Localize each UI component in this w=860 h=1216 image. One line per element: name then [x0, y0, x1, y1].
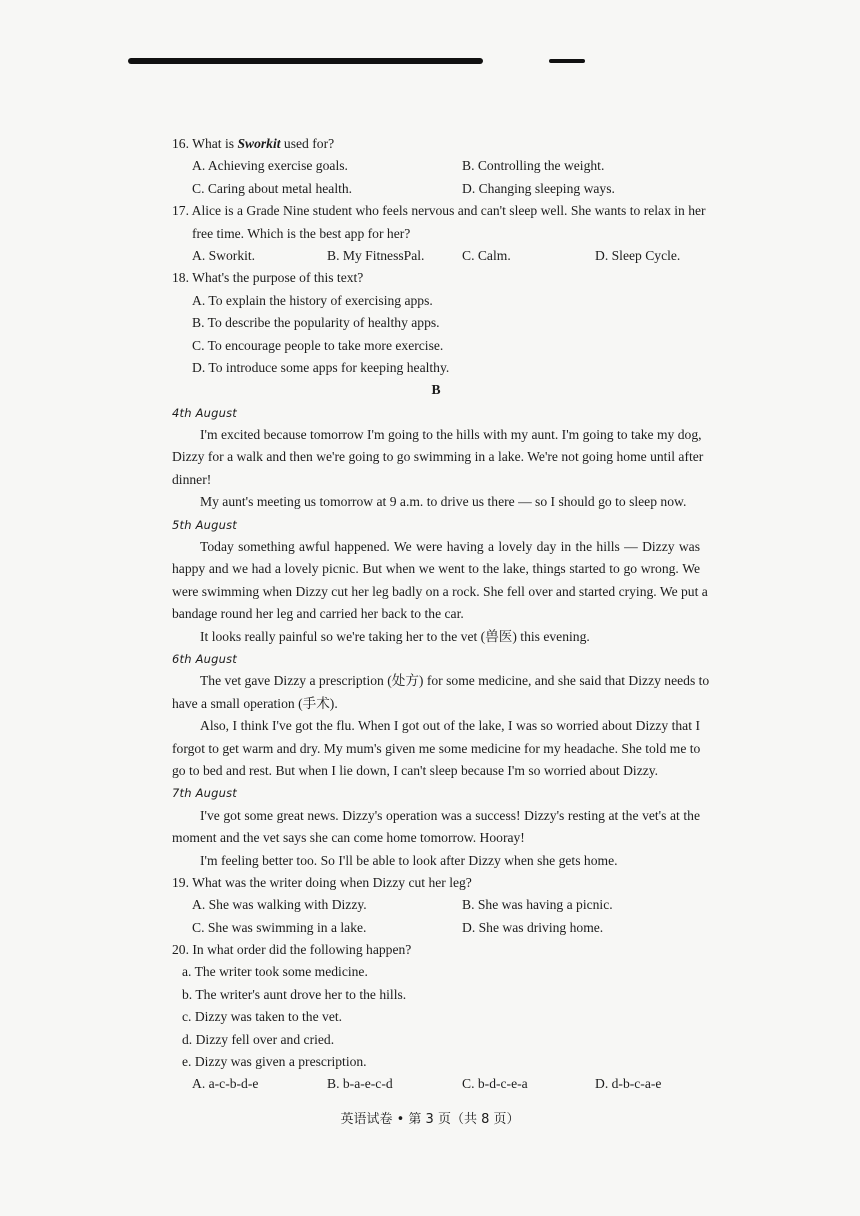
option-16-d: D. Changing sleeping ways. [462, 180, 615, 196]
diary-text-line: I'm feeling better too. So I'll be able to look after Dizzy when she gets home. [200, 852, 618, 868]
question-16-options-row1 [172, 155, 700, 177]
option-16-c: C. Caring about metal health. [192, 180, 353, 196]
question-20-options [172, 1073, 700, 1095]
option-18-b: B. To describe the popularity of healthy apps. [192, 315, 440, 331]
option-20-c: C. b-d-c-e-a [462, 1076, 528, 1092]
diary-text-line: moment and the vet says she can come home tomorrow. Hooray! [172, 830, 525, 846]
question-16-stem-prefix: 16. What is [172, 136, 238, 151]
question-16-options-row2 [172, 178, 700, 200]
option-18-d: D. To introduce some apps for keeping healthy. [192, 359, 450, 375]
option-18-a: A. To explain the history of exercising apps. [192, 292, 433, 308]
diary-text-line: forgot to get warm and dry. My mum's given me some medicine for my headache. She told me to [172, 740, 701, 756]
diary-text-line: I've got some great news. Dizzy's operation was a success! Dizzy's resting at the vet's at the [200, 807, 700, 823]
question-19-stem: 19. What was the writer doing when Dizzy cut her leg? [172, 874, 472, 890]
page-footer: 英语试卷 • 第 3 页（共 8 页） [340, 1112, 520, 1127]
option-16-a: A. Achieving exercise goals. [192, 158, 348, 174]
question-17-stem-line1: 17. Alice is a Grade Nine student who feels nervous and can't sleep well. She wants to relax in her [172, 203, 706, 219]
diary-text-line: go to bed and rest. But when I lie down, I can't sleep because I'm so worried about Dizzy. [172, 762, 659, 778]
page-content [172, 133, 710, 1096]
diary-text-line: Also, I think I've got the flu. When I got out of the lake, I was so worried about Dizzy that I [200, 718, 700, 734]
diary-text-line: Today something awful happened. We were having a lovely day in the hills — Dizzy was [200, 539, 700, 555]
option-20-b: B. b-a-e-c-d [327, 1076, 393, 1092]
diary-text-line: have a small operation (手术). [172, 695, 338, 711]
event-b: b. The writer's aunt drove her to the hills. [182, 986, 407, 1002]
diary-date: 5th August [172, 517, 238, 532]
question-17-stem-line2: free time. Which is the best app for her? [192, 225, 411, 241]
diary-text-line: were swimming when Dizzy cut her leg badly on a rock. She fell over and started crying. We put a [172, 583, 708, 599]
diary-text-line: The vet gave Dizzy a prescription (处方) for some medicine, and she said that Dizzy needs to [200, 673, 710, 689]
option-17-a: A. Sworkit. [192, 247, 256, 263]
question-16-stem-suffix: used for? [280, 136, 335, 151]
option-20-a: A. a-c-b-d-e [192, 1076, 259, 1092]
option-17-b: B. My FitnessPal. [327, 247, 425, 263]
option-17-c: C. Calm. [462, 247, 511, 263]
option-19-d: D. She was driving home. [462, 919, 604, 935]
diary-text-line: dinner! [172, 471, 212, 487]
option-16-b: B. Controlling the weight. [462, 158, 605, 174]
option-18-c: C. To encourage people to take more exercise. [192, 337, 444, 353]
diary-text-line: Dizzy for a walk and then we're going to go swimming in a lake. We're not going home until after [172, 449, 704, 465]
diary-text-line: It looks really painful so we're taking her to the vet (兽医) this evening. [200, 628, 590, 644]
header-rule-long [128, 58, 483, 64]
event-d: d. Dizzy fell over and cried. [182, 1031, 335, 1047]
option-19-c: C. She was swimming in a lake. [192, 919, 367, 935]
diary-date: 6th August [172, 651, 238, 666]
question-18-stem: 18. What's the purpose of this text? [172, 270, 364, 286]
option-19-b: B. She was having a picnic. [462, 897, 613, 913]
diary-text-line: bandage round her leg and carried her back to the car. [172, 606, 464, 622]
event-a: a. The writer took some medicine. [182, 964, 368, 980]
option-17-d: D. Sleep Cycle. [595, 247, 681, 263]
question-16-stem [172, 133, 700, 155]
diary-date: 4th August [172, 405, 238, 420]
event-c: c. Dizzy was taken to the vet. [182, 1009, 343, 1025]
question-19-options-row1 [172, 894, 700, 916]
event-e: e. Dizzy was given a prescription. [182, 1054, 367, 1070]
question-20-stem: 20. In what order did the following happen? [172, 942, 412, 958]
question-17-options [172, 245, 700, 267]
diary-text-line: My aunt's meeting us tomorrow at 9 a.m. to drive us there — so I should go to sleep now. [200, 494, 687, 510]
question-19-options-row2 [172, 917, 700, 939]
diary-text-line: happy and we had a lovely picnic. But when we went to the lake, things started to go wrong. We [172, 561, 700, 577]
diary-text-line: I'm excited because tomorrow I'm going to the hills with my aunt. I'm going to take my dog, [200, 427, 702, 443]
header-rule-short [549, 59, 585, 63]
question-16-app-name: Sworkit [237, 136, 281, 151]
option-20-d: D. d-b-c-a-e [595, 1076, 662, 1092]
section-b-heading: B [431, 382, 441, 398]
option-19-a: A. She was walking with Dizzy. [192, 897, 367, 913]
diary-passage [172, 402, 710, 872]
diary-date: 7th August [172, 786, 238, 801]
